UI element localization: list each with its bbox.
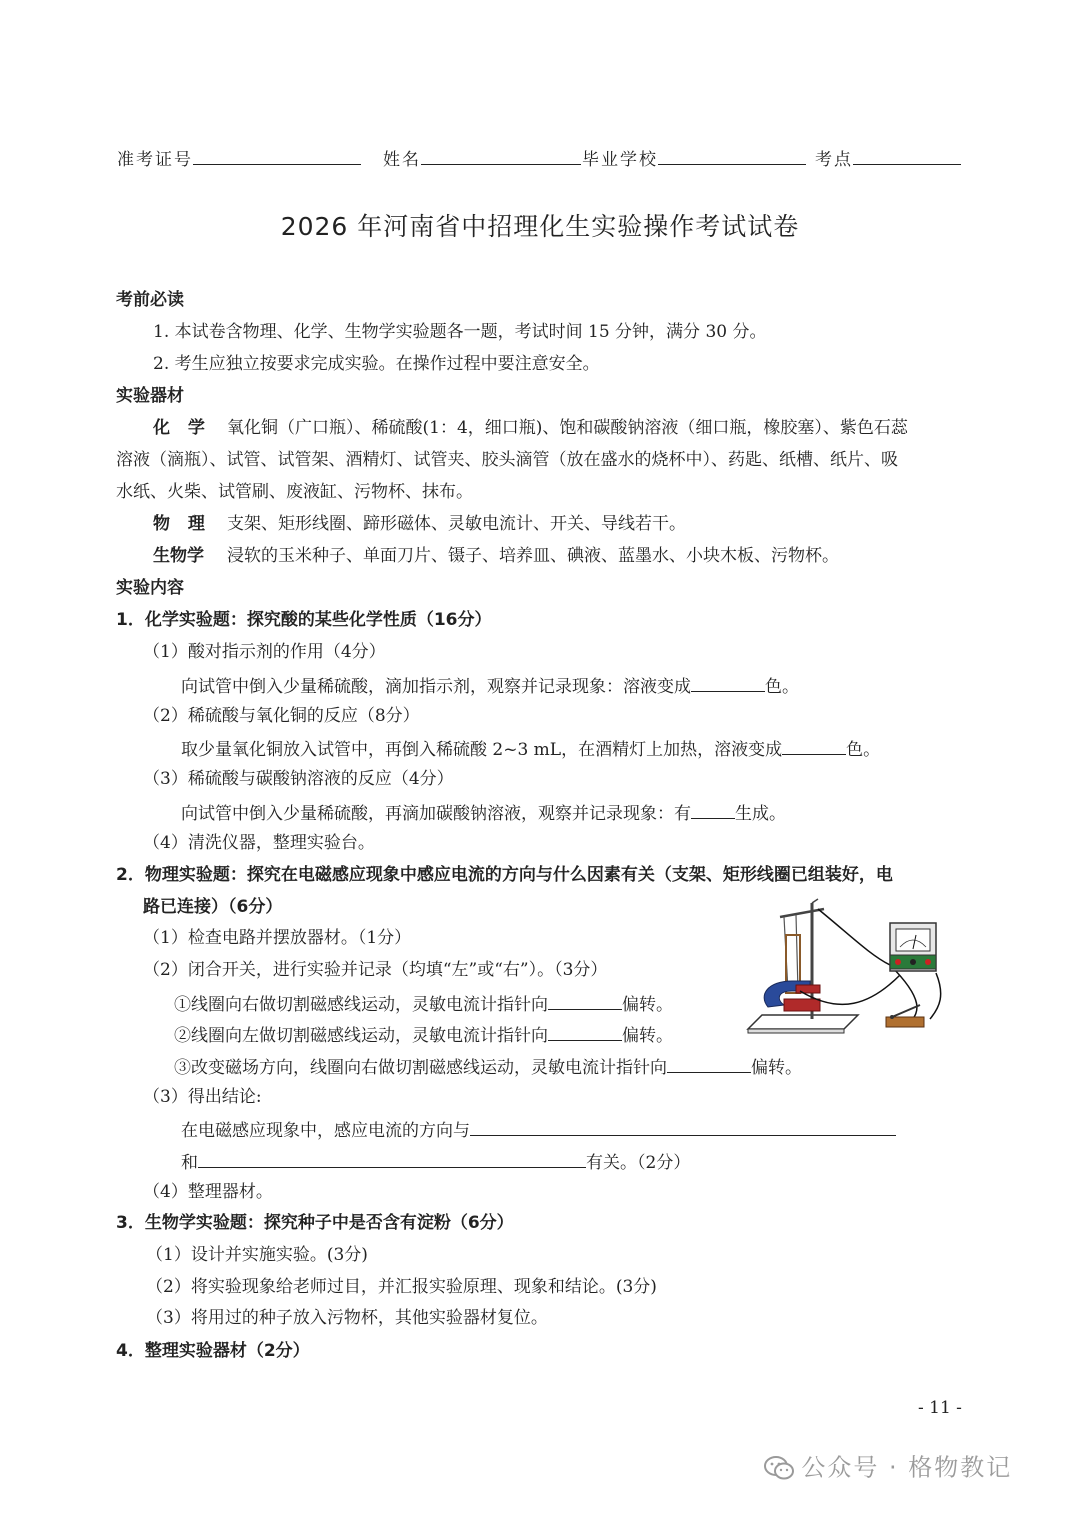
q1-sub4: （4）清洗仪器，整理实验台。: [143, 833, 375, 853]
name-label: 姓名: [383, 146, 581, 171]
q2-conclusion-blank-2[interactable]: [198, 1149, 586, 1168]
school-blank[interactable]: [658, 146, 806, 165]
q2-sub1: （1）检查电路并摆放器材。（1分）: [143, 928, 412, 948]
q2-direction-blank-2[interactable]: [548, 1022, 622, 1041]
watermark-text: 公众号 · 格物教记: [801, 1453, 1013, 1482]
notice-item-1: 1. 本试卷含物理、化学、生物学实验题各一题，考试时间 15 分钟，满分 30 分。: [153, 322, 767, 342]
exam-site-blank[interactable]: [853, 146, 961, 165]
q1-sub3-text: 向试管中倒入少量稀硫酸，再滴加碳酸钠溶液，观察并记录现象：有 生成。: [181, 800, 786, 825]
watermark: [762, 1452, 1012, 1482]
q2-sub4: （4）整理器材。: [143, 1182, 273, 1202]
chem-equipment-line2: 溶液（滴瓶）、试管、试管架、酒精灯、试管夹、胶头滴管（放在盛水的烧杯中）、药匙、纸槽、纸片、吸: [116, 450, 898, 470]
q2-title-line1: 2．物理实验题：探究在电磁感应现象中感应电流的方向与什么因素有关（支架、矩形线圈已组装好，电: [116, 865, 893, 885]
q2-sub2: （2）闭合开关，进行实验并记录（均填“左”或“右”）。（3分）: [143, 960, 608, 980]
bio-label: 生物学: [153, 546, 204, 566]
q1-product-blank[interactable]: [691, 800, 735, 819]
chem-equipment-line1: 氧化铜（广口瓶）、稀硫酸(1：4，细口瓶)、饱和碳酸钠溶液（细口瓶，橡胶塞）、紫色石蕊: [227, 418, 908, 438]
content-heading: 实验内容: [116, 578, 184, 598]
q3-sub3: （3）将用过的种子放入污物杯，其他实验器材复位。: [146, 1308, 548, 1328]
q1-sub3: （3）稀硫酸与碳酸钠溶液的反应（4分）: [143, 769, 454, 789]
notice-item-2: 2. 考生应独立按要求完成实验。在操作过程中要注意安全。: [153, 354, 600, 374]
exam-site-label: 考点: [815, 146, 961, 171]
notice-heading: 考前必读: [116, 290, 184, 310]
q4-title: 4．整理实验器材（2分）: [116, 1341, 310, 1361]
q1-color-blank-1[interactable]: [691, 673, 765, 692]
q2-record-1: ①线圈向右做切割磁感线运动，灵敏电流计指针向 偏转。: [174, 991, 673, 1016]
phys-label: 物 理: [153, 514, 211, 534]
q2-conclusion-line1: 在电磁感应现象中，感应电流的方向与: [181, 1117, 896, 1142]
q3-sub1: （1）设计并实施实验。(3分): [146, 1245, 368, 1265]
q1-color-blank-2[interactable]: [782, 736, 846, 755]
candidate-number-label: 准考证号: [117, 146, 361, 171]
school-label: 毕业学校: [582, 146, 806, 171]
q3-title: 3．生物学实验题：探究种子中是否含有淀粉（6分）: [116, 1213, 514, 1233]
page-title: 2026 年河南省中招理化生实验操作考试试卷: [280, 212, 800, 241]
q2-record-2: ②线圈向左做切割磁感线运动，灵敏电流计指针向 偏转。: [174, 1022, 673, 1047]
q2-record-3: ③改变磁场方向，线圈向右做切割磁感线运动，灵敏电流计指针向 偏转。: [174, 1054, 802, 1079]
chem-label: 化 学: [153, 418, 211, 438]
wechat-icon: [762, 1453, 796, 1483]
q2-title-line2: 路已连接）（6分）: [143, 897, 283, 917]
candidate-number-blank[interactable]: [193, 146, 361, 165]
name-blank[interactable]: [421, 146, 581, 165]
q2-direction-blank-3[interactable]: [667, 1054, 751, 1073]
q2-sub3: （3）得出结论:: [143, 1087, 262, 1107]
q2-direction-blank-1[interactable]: [548, 991, 622, 1010]
q1-sub2-text: 取少量氧化铜放入试管中，再倒入稀硫酸 2~3 mL，在酒精灯上加热，溶液变成 色。: [181, 736, 880, 761]
q1-sub1-text: 向试管中倒入少量稀硫酸，滴加指示剂，观察并记录现象：溶液变成 色。: [181, 673, 799, 698]
equipment-heading: 实验器材: [116, 386, 184, 406]
q1-sub2: （2）稀硫酸与氧化铜的反应（8分）: [143, 706, 420, 726]
electromagnetic-induction-apparatus: [740, 895, 975, 1040]
chem-equipment-line3: 水纸、火柴、试管刷、废液缸、污物杯、抹布。: [116, 482, 473, 502]
q1-title: 1．化学实验题：探究酸的某些化学性质（16分）: [116, 610, 492, 630]
phys-equipment: 支架、矩形线圈、蹄形磁体、灵敏电流计、开关、导线若干。: [227, 514, 686, 534]
bio-equipment: 浸软的玉米种子、单面刀片、镊子、培养皿、碘液、蓝墨水、小块木板、污物杯。: [227, 546, 839, 566]
q3-sub2: （2）将实验现象给老师过目，并汇报实验原理、现象和结论。(3分): [146, 1277, 657, 1297]
page-number: - 11 -: [918, 1398, 962, 1418]
q2-conclusion-blank-1[interactable]: [470, 1117, 896, 1136]
q2-conclusion-line2: 和 有关。（2分）: [181, 1149, 690, 1174]
q1-sub1: （1）酸对指示剂的作用（4分）: [143, 642, 386, 662]
